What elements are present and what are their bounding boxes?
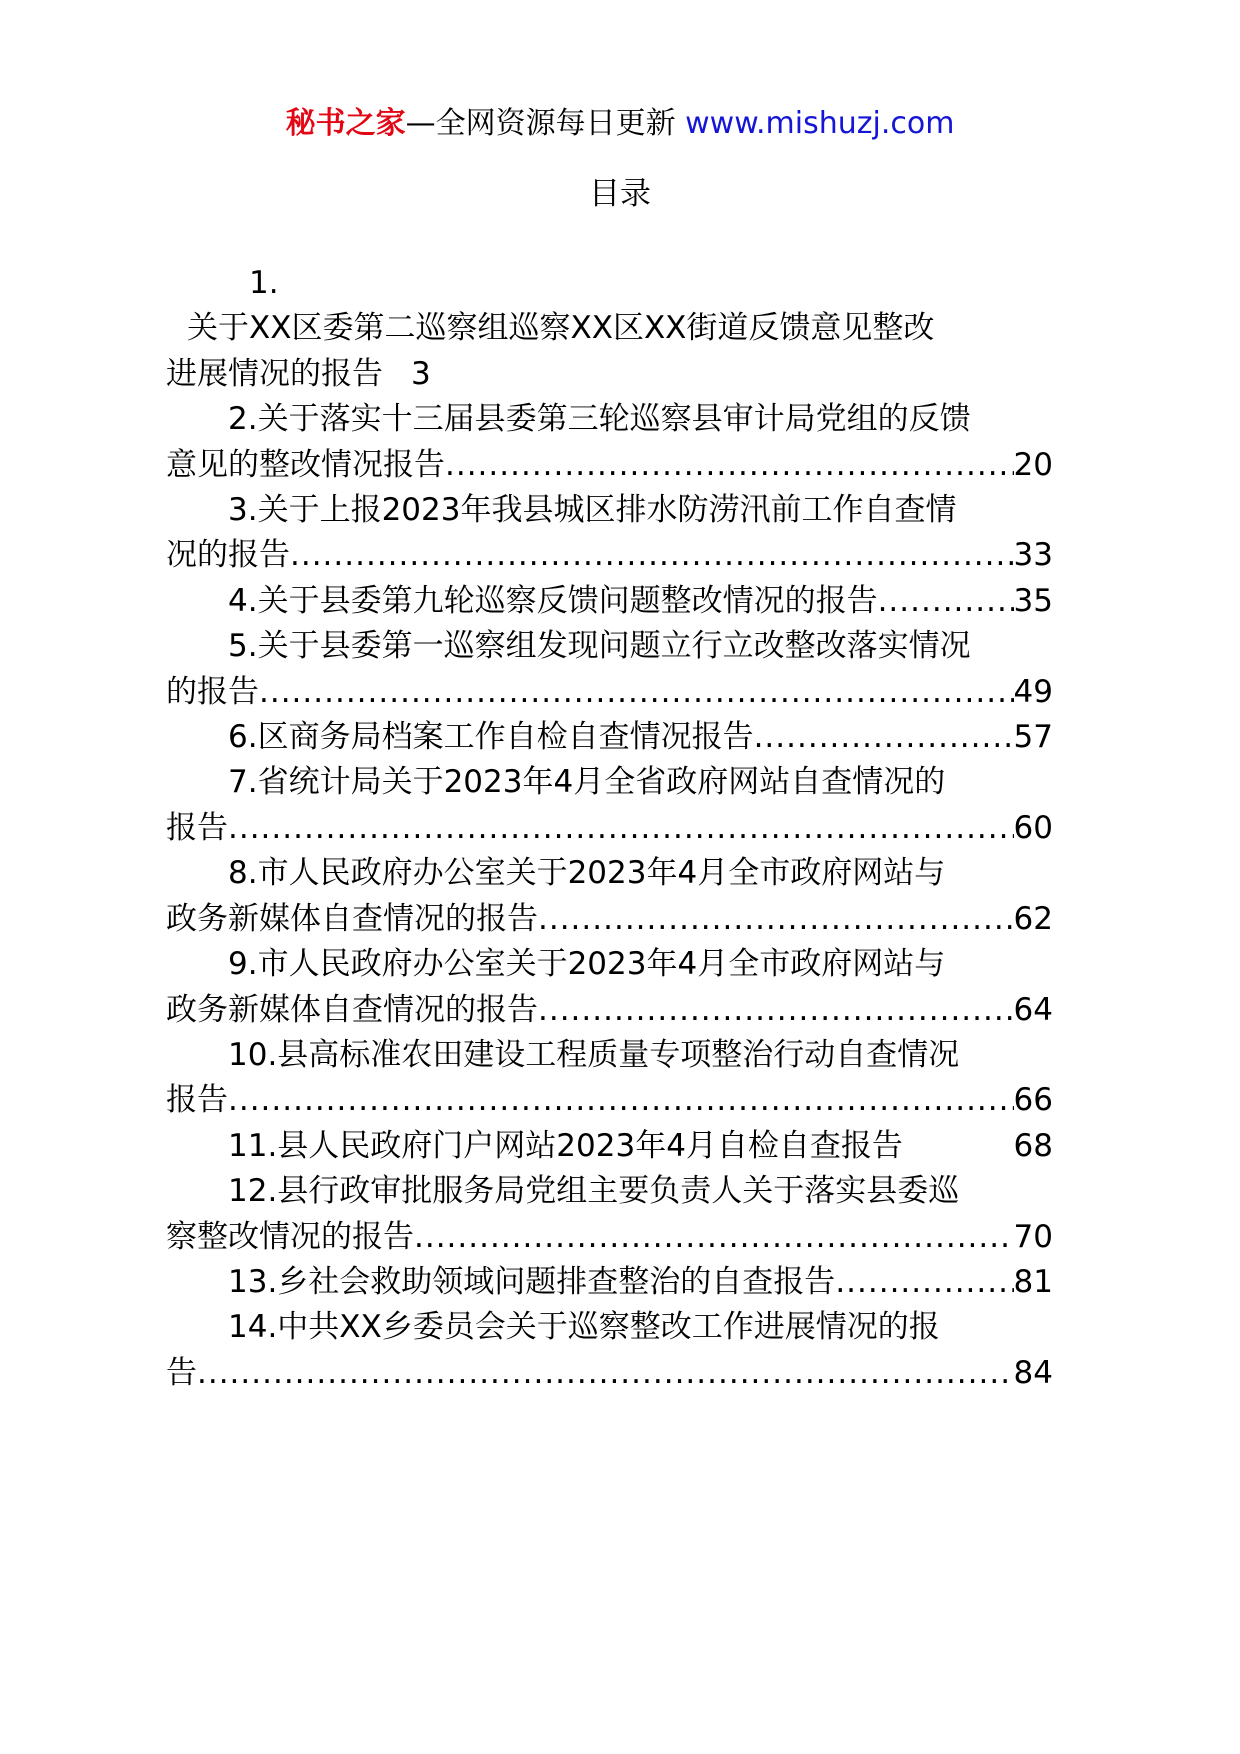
toc-entry-title: 关于XX区委第二巡察组巡察XX区XX街道反馈意见整改	[187, 310, 935, 347]
table-of-contents	[166, 261, 1053, 1396]
toc-entry-page: 66	[1013, 1082, 1053, 1119]
toc-entry-lastline	[166, 806, 1053, 851]
toc-leader-dots	[835, 1260, 1013, 1305]
toc-entry-12[interactable]	[166, 1169, 1053, 1260]
toc-entry-lastline	[166, 1215, 1053, 1260]
toc-entry-lastline	[166, 1124, 1053, 1169]
toc-entry-lastline	[166, 1260, 1053, 1305]
toc-leader-dots	[228, 806, 1014, 851]
toc-entry-title-cont: 告	[166, 1354, 197, 1391]
brand-name: 秘书之家	[285, 106, 406, 141]
toc-entry-title: 4.关于县委第九轮巡察反馈问题整改情况的报告	[228, 582, 878, 619]
header-slogan: —全网资源每日更新	[405, 106, 676, 141]
toc-entry-lastline	[166, 579, 1053, 624]
toc-entry-title-cont: 报告	[166, 809, 228, 846]
toc-leader-dots	[878, 579, 1014, 624]
toc-entry-7[interactable]	[166, 760, 1053, 851]
toc-entry-page: 33	[1013, 537, 1053, 574]
toc-leader-dots	[414, 1215, 1014, 1260]
toc-entry-page: 62	[1013, 900, 1053, 937]
toc-entry-title: 11.县人民政府门户网站2023年4月自检自查报告	[228, 1127, 903, 1164]
toc-entry-page: 60	[1013, 809, 1053, 846]
toc-entry-lastline	[166, 988, 1053, 1033]
toc-entry-lastline	[166, 1078, 1053, 1123]
toc-entry-4[interactable]	[166, 579, 1053, 624]
toc-leader-dots	[754, 715, 1014, 760]
toc-entry-lastline	[166, 1351, 1053, 1396]
toc-title: 目录	[589, 176, 651, 212]
toc-entry-page: 84	[1013, 1354, 1053, 1391]
toc-entry-title: 9.市人民政府办公室关于2023年4月全市政府网站与	[228, 946, 946, 983]
toc-entry-9[interactable]	[166, 942, 1053, 1033]
toc-entry-title: 13.乡社会救助领域问题排查整治的自查报告	[228, 1263, 836, 1300]
toc-entry-13[interactable]	[166, 1260, 1053, 1305]
toc-leader-dots	[259, 670, 1014, 715]
toc-leader-dots	[228, 1078, 1014, 1123]
toc-entry-14[interactable]	[166, 1305, 1053, 1396]
toc-entry-page: 35	[1013, 582, 1053, 619]
toc-entry-title: 2.关于落实十三届县委第三轮巡察县审计局党组的反馈	[228, 401, 971, 438]
toc-entry-lastline	[166, 715, 1053, 760]
toc-entry-lastline	[166, 443, 1053, 488]
toc-leader-dots	[538, 897, 1014, 942]
toc-entry-3[interactable]	[166, 488, 1053, 579]
toc-leader-dots	[197, 1351, 1014, 1396]
toc-entry-1[interactable]	[166, 261, 1053, 397]
toc-entry-title-cont: 况的报告	[166, 537, 290, 574]
toc-leader-dots	[445, 443, 1014, 488]
toc-entry-title-cont: 意见的整改情况报告	[166, 446, 445, 483]
toc-entry-title: 7.省统计局关于2023年4月全省政府网站自查情况的	[228, 764, 946, 801]
toc-entry-10[interactable]	[166, 1033, 1053, 1124]
toc-entry-title-cont: 察整改情况的报告	[166, 1218, 414, 1255]
toc-entry-title-cont: 进展情况的报告	[166, 355, 383, 392]
toc-entry-title: 8.市人民政府办公室关于2023年4月全市政府网站与	[228, 855, 946, 892]
toc-entry-title: 14.中共XX乡委员会关于巡察整改工作进展情况的报	[228, 1309, 940, 1346]
toc-entry-page: 57	[1013, 719, 1053, 756]
toc-entry-number: 1.	[249, 265, 279, 301]
website-link[interactable]: www.mishuzj.com	[685, 106, 955, 141]
toc-entry-page: 64	[1013, 991, 1053, 1028]
toc-entry-title-cont: 政务新媒体自查情况的报告	[166, 991, 538, 1028]
toc-entry-title: 12.县行政审批服务局党组主要负责人关于落实县委巡	[228, 1173, 960, 1210]
toc-entry-page: 3	[411, 355, 431, 392]
toc-entry-lastline	[166, 670, 1053, 715]
toc-entry-page: 20	[1013, 446, 1053, 483]
toc-entry-8[interactable]	[166, 851, 1053, 942]
toc-leader-dots	[538, 988, 1014, 1033]
toc-entry-title: 6.区商务局档案工作自检自查情况报告	[228, 719, 754, 756]
toc-entry-page: 70	[1013, 1218, 1053, 1255]
toc-entry-title-cont: 的报告	[166, 673, 259, 710]
toc-entry-page: 68	[1013, 1127, 1053, 1164]
toc-entry-6[interactable]	[166, 715, 1053, 760]
toc-entry-title: 10.县高标准农田建设工程质量专项整治行动自查情况	[228, 1036, 960, 1073]
toc-entry-title-cont: 政务新媒体自查情况的报告	[166, 900, 538, 937]
toc-entry-lastline	[166, 897, 1053, 942]
toc-entry-page: 49	[1013, 673, 1053, 710]
toc-entry-page: 81	[1013, 1263, 1053, 1300]
toc-leader-dots	[290, 533, 1014, 578]
toc-entry-2[interactable]	[166, 397, 1053, 488]
toc-entry-lastline	[166, 352, 1053, 397]
toc-entry-title: 5.关于县委第一巡察组发现问题立行立改整改落实情况	[228, 628, 971, 665]
toc-entry-title-cont: 报告	[166, 1082, 228, 1119]
toc-entry-5[interactable]	[166, 624, 1053, 715]
page-header	[0, 104, 1240, 144]
toc-entry-title: 3.关于上报2023年我县城区排水防涝汛前工作自查情	[228, 492, 957, 529]
toc-entry-11[interactable]	[166, 1124, 1053, 1169]
toc-entry-lastline	[166, 533, 1053, 578]
